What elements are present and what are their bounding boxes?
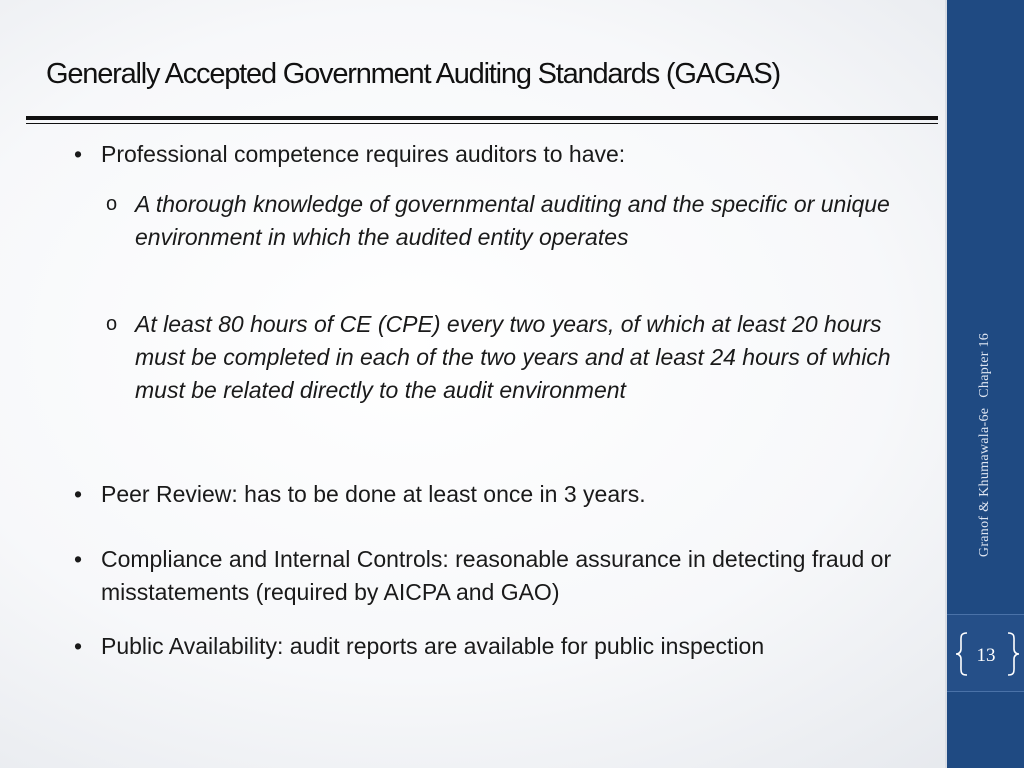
bullet-peer-review: [74, 478, 914, 511]
slide-footer: [977, 333, 993, 557]
bullet-public-availability: [74, 633, 914, 660]
sub-bullet-knowledge: [106, 188, 906, 254]
bullet-marker: •: [74, 546, 83, 572]
bullet-text: Professional competence requires auditors to have:: [101, 141, 626, 167]
bullet-text: Peer Review: has to be done at least once in 3 years.: [101, 481, 646, 507]
sub-bullet-marker: o: [106, 193, 118, 215]
sub-bullet-marker: o: [106, 313, 118, 335]
footer-chapter: Chapter 16: [977, 332, 992, 398]
bullet-marker: •: [74, 633, 83, 659]
bullet-text: Compliance and Internal Controls: reasonable assurance in detecting fraud or misstatements (required by AICPA and GAO): [101, 546, 892, 605]
bullet-marker: •: [74, 481, 83, 507]
slide-title: Generally Accepted Government Auditing Standards (GAGAS): [46, 58, 780, 90]
bullet-compliance-internal-controls: [74, 543, 914, 609]
page-number: 13: [976, 645, 996, 666]
title-underline-thin: [26, 123, 938, 124]
sub-bullet-cpe-hours: [106, 308, 906, 407]
footer-source: Granof & Khumawala-6e: [977, 407, 992, 558]
sub-bullet-text: A thorough knowledge of governmental auditing and the specific or unique environment in which the audited entity operates: [135, 191, 890, 250]
sub-bullet-text: At least 80 hours of CE (CPE) every two years, of which at least 20 hours must be completed in each of the two years and at least 24 hours of which must be related directly to the audit environment: [135, 311, 891, 403]
bullet-marker: •: [74, 141, 83, 167]
bullet-text: Public Availability: audit reports are available for public inspection: [101, 633, 765, 659]
title-underline-thick: [26, 116, 938, 120]
bullet-professional-competence: [74, 138, 914, 171]
